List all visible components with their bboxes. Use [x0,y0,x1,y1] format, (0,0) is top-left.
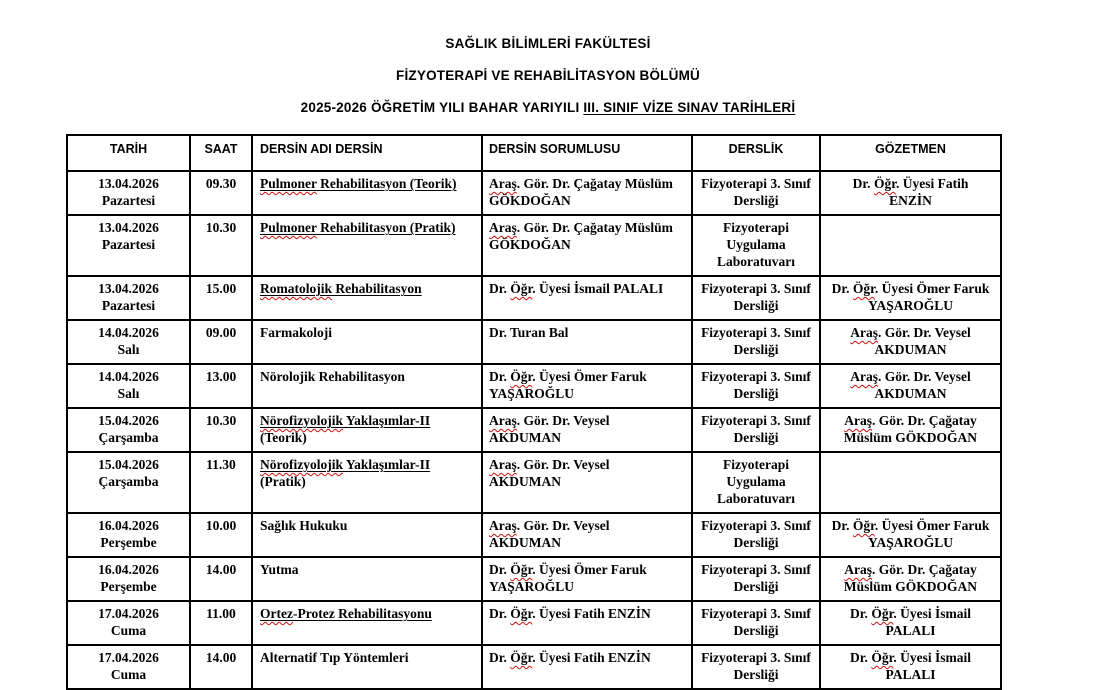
table-row [67,601,1001,645]
cell-saat: 14.00 [190,645,252,689]
cell-tarih: 13.04.2026 Pazartesi [67,171,190,215]
cell-derslik: Fizyoterapi 3. Sınıf Dersliği [692,513,820,557]
cell-derslik: Fizyoterapi 3. Sınıf Dersliği [692,364,820,408]
cell-ders: Ortez-Protez Rehabilitasyonu [252,601,482,645]
cell-derslik: Fizyoterapi 3. Sınıf Dersliği [692,320,820,364]
cell-tarih: 16.04.2026 Perşembe [67,557,190,601]
semester-title-plain: 2025-2026 ÖĞRETİM YILI BAHAR YARIYILI [300,100,584,115]
cell-ders: Farmakoloji [252,320,482,364]
cell-gozetmen [820,452,1001,513]
cell-sorumlu: Araş. Gör. Dr. Veysel AKDUMAN [482,513,692,557]
col-header-sorumlu: DERSİN SORUMLUSU [482,135,692,171]
cell-gozetmen: Dr. Öğr. Üyesi İsmail PALALI [820,601,1001,645]
cell-gozetmen: Dr. Öğr. Üyesi Ömer Faruk YAŞAROĞLU [820,513,1001,557]
cell-tarih: 13.04.2026 Pazartesi [67,215,190,276]
cell-sorumlu: Araş. Gör. Dr. Çağatay Müslüm GÖKDOĞAN [482,215,692,276]
semester-title-underlined: III. SINIF VİZE SINAV TARİHLERİ [583,100,796,115]
cell-saat: 14.00 [190,557,252,601]
cell-tarih: 15.04.2026 Çarşamba [67,408,190,452]
cell-saat: 10.00 [190,513,252,557]
cell-gozetmen: Dr. Öğr. Üyesi Ömer Faruk YAŞAROĞLU [820,276,1001,320]
cell-sorumlu: Araş. Gör. Dr. Çağatay Müslüm GÖKDOĞAN [482,171,692,215]
cell-saat: 09.30 [190,171,252,215]
table-row [67,557,1001,601]
cell-derslik: Fizyoterapi Uygulama Laboratuvarı [692,215,820,276]
cell-sorumlu: Dr. Öğr. Üyesi Fatih ENZİN [482,645,692,689]
cell-saat: 10.30 [190,215,252,276]
table-row [67,408,1001,452]
cell-tarih: 17.04.2026 Cuma [67,601,190,645]
cell-tarih: 17.04.2026 Cuma [67,645,190,689]
document-header [0,36,1096,115]
cell-derslik: Fizyoterapi 3. Sınıf Dersliği [692,601,820,645]
cell-ders: Nörolojik Rehabilitasyon [252,364,482,408]
col-header-tarih: TARİH [67,135,190,171]
cell-gozetmen: Araş. Gör. Dr. Çağatay Müslüm GÖKDOĞAN [820,408,1001,452]
cell-sorumlu: Dr. Öğr. Üyesi Ömer Faruk YAŞAROĞLU [482,364,692,408]
cell-tarih: 14.04.2026 Salı [67,364,190,408]
cell-derslik: Fizyoterapi 3. Sınıf Dersliği [692,171,820,215]
cell-ders: Yutma [252,557,482,601]
cell-saat: 11.00 [190,601,252,645]
table-row [67,645,1001,689]
cell-gozetmen: Araş. Gör. Dr. Çağatay Müslüm GÖKDOĞAN [820,557,1001,601]
exam-table-body [67,171,1001,689]
department-title: FİZYOTERAPİ VE REHABİLİTASYON BÖLÜMÜ [396,68,700,83]
cell-derslik: Fizyoterapi 3. Sınıf Dersliği [692,408,820,452]
cell-tarih: 13.04.2026 Pazartesi [67,276,190,320]
cell-saat: 10.30 [190,408,252,452]
cell-tarih: 16.04.2026 Perşembe [67,513,190,557]
table-row [67,320,1001,364]
cell-saat: 13.00 [190,364,252,408]
col-header-gozetmen: GÖZETMEN [820,135,1001,171]
header-row [67,135,1001,171]
exam-schedule-table [66,134,1002,690]
col-header-saat: SAAT [190,135,252,171]
exam-table-head [67,135,1001,171]
cell-ders: Pulmoner Rehabilitasyon (Teorik) [252,171,482,215]
cell-sorumlu: Dr. Öğr. Üyesi Fatih ENZİN [482,601,692,645]
table-row [67,171,1001,215]
cell-sorumlu: Araş. Gör. Dr. Veysel AKDUMAN [482,452,692,513]
cell-gozetmen: Araş. Gör. Dr. Veysel AKDUMAN [820,320,1001,364]
col-header-derslik: DERSLİK [692,135,820,171]
cell-saat: 15.00 [190,276,252,320]
cell-ders: Romatolojik Rehabilitasyon [252,276,482,320]
cell-ders: Nörofizyolojik Yaklaşımlar-II (Teorik) [252,408,482,452]
cell-sorumlu: Dr. Öğr. Üyesi İsmail PALALI [482,276,692,320]
cell-derslik: Fizyoterapi Uygulama Laboratuvarı [692,452,820,513]
cell-ders: Sağlık Hukuku [252,513,482,557]
table-row [67,513,1001,557]
cell-derslik: Fizyoterapi 3. Sınıf Dersliği [692,645,820,689]
table-row [67,215,1001,276]
table-row [67,452,1001,513]
cell-saat: 11.30 [190,452,252,513]
cell-sorumlu: Dr. Öğr. Üyesi Ömer Faruk YAŞAROĞLU [482,557,692,601]
cell-derslik: Fizyoterapi 3. Sınıf Dersliği [692,276,820,320]
cell-gozetmen: Dr. Öğr. Üyesi İsmail PALALI [820,645,1001,689]
cell-tarih: 15.04.2026 Çarşamba [67,452,190,513]
faculty-title: SAĞLIK BİLİMLERİ FAKÜLTESİ [445,36,651,51]
col-header-ders-adi: DERSİN ADI DERSİN [252,135,482,171]
cell-sorumlu: Dr. Turan Bal [482,320,692,364]
cell-ders: Alternatif Tıp Yöntemleri [252,645,482,689]
cell-derslik: Fizyoterapi 3. Sınıf Dersliği [692,557,820,601]
table-row [67,364,1001,408]
semester-title [0,100,1096,115]
cell-gozetmen: Araş. Gör. Dr. Veysel AKDUMAN [820,364,1001,408]
cell-ders: Pulmoner Rehabilitasyon (Pratik) [252,215,482,276]
cell-gozetmen [820,215,1001,276]
cell-gozetmen: Dr. Öğr. Üyesi Fatih ENZİN [820,171,1001,215]
cell-sorumlu: Araş. Gör. Dr. Veysel AKDUMAN [482,408,692,452]
cell-saat: 09.00 [190,320,252,364]
cell-tarih: 14.04.2026 Salı [67,320,190,364]
table-row [67,276,1001,320]
cell-ders: Nörofizyolojik Yaklaşımlar-II (Pratik) [252,452,482,513]
